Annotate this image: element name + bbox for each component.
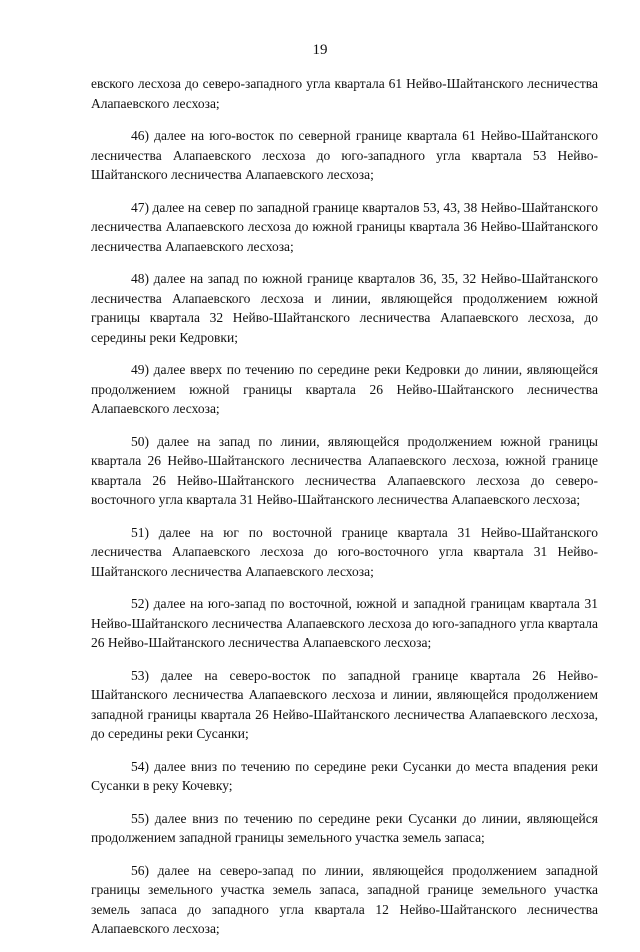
paragraph-54: 54) далее вниз по течению по середине реки Сусанки до места впадения реки Сусанки в реку Кочевку; [91,758,598,793]
paragraph-46: 46) далее на юго-восток по северной границе квартала 61 Нейво-Шайтанского лесничества Алапаевского лесхоза до юго-западного угла квартала 53 Нейво-Шайтанского лесничества Алапаевского лесхоза; [91,128,598,182]
paragraph-49: 49) далее вверх по течению по середине реки Кедровки до линии, являющейся продолжением южной границы квартала 26 Нейво-Шайтанского лесничества Алапаевского лесхоза; [91,362,598,416]
paragraph-53: 53) далее на северо-восток по западной границе квартала 26 Нейво-Шайтанского лесничества Алапаевского лесхоза и линии, являющейся продолжением западной границы квартала 26 Нейво-Шайтанского лесничества Алапаевского лесхоза, до середины реки Сусанки; [91,667,598,741]
paragraph-47: 47) далее на север по западной границе кварталов 53, 43, 38 Нейво-Шайтанского лесничества Алапаевского лесхоза до южной границы квартала 36 Нейво-Шайтанского лесничества Алапаевского лесхоза; [91,199,598,254]
paragraph-52: 52) далее на юго-запад по восточной, южной и западной границам квартала 31 Нейво-Шайтанского лесничества Алапаевского лесхоза до юго-западного угла квартала 26 Нейво-Шайтанского лесничества Алапаевского лесхоза; [91,596,598,650]
document-body [91,74,598,952]
paragraph-56: 56) далее на северо-запад по линии, являющейся продолжением западной границы земельного участка земель запаса, западной границе земельного участка земель запаса до западного угла квартала 12 Нейво-Шайтанского лесничества Алапаевского лесхоза; [91,862,598,936]
paragraph-55: 55) далее вниз по течению по середине реки Сусанки до линии, являющейся продолжением западной границы земельного участка земель запаса; [91,810,598,845]
paragraph-48: 48) далее на запад по южной границе кварталов 36, 35, 32 Нейво-Шайтанского лесничества Алапаевского лесхоза и линии, являющейся продолжением южной границы квартала 32 Нейво-Шайтанского лесничества Алапаевского лесхоза, до середины реки Кедровки; [91,271,598,345]
paragraph-50: 50) далее на запад по линии, являющейся продолжением южной границы квартала 26 Нейво-Шайтанского лесничества Алапаевского лесхоза, южной границе квартала 26 Нейво-Шайтанского лесничества Алапаевского лесхоза до северо-восточного угла квартала 31 Нейво-Шайтанского лесничества Алапаевского лесхоза; [91,433,598,507]
paragraph-51: 51) далее на юг по восточной границе квартала 31 Нейво-Шайтанского лесничества Алапаевского лесхоза до юго-восточного угла квартала 31 Нейво-Шайтанского лесничества Алапаевского лесхоза; [91,524,598,579]
page-number: 19 [312,42,328,58]
paragraph-continuation: евского лесхоза до северо-западного угла квартала 61 Нейво-Шайтанского лесничества Алапаевского лесхоза; [91,76,598,111]
